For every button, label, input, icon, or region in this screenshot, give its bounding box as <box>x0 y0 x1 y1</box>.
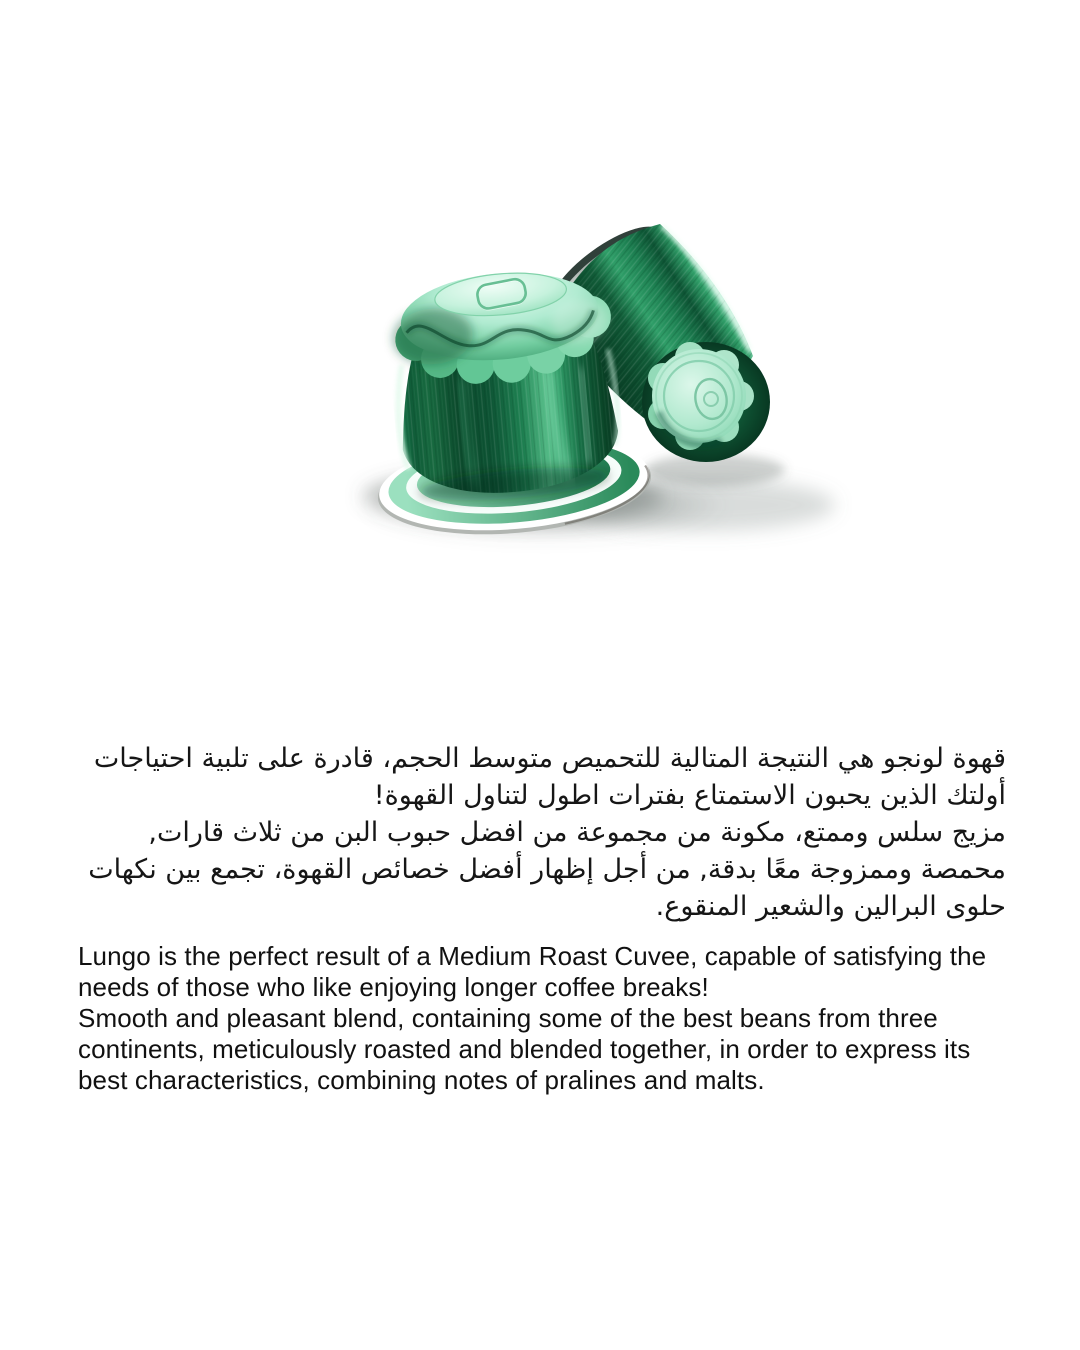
back-capsule-top <box>642 342 770 462</box>
arabic-paragraph-2: مزيج سلس وممتع، مكونة من مجموعة من افضل حبوب البن من ثلاث قارات, محمصة وممزوجة معًا بدقة, من أجل إظهار أفضل خصائص القهوة، تجمع بين نكهات حلوى البرالين والشعير المنقوع. <box>88 817 1006 922</box>
arabic-paragraph-1: قهوة لونجو هي النتيجة المتالية للتحميص متوسط الحجم، قادرة على تلبية احتياجات أولتك الذين يحبون الاستمتاع بفترات اطول لتناول القهوة! <box>93 743 1006 811</box>
english-description <box>78 941 1006 1096</box>
description-section <box>78 740 1006 1096</box>
english-paragraph-2: Smooth and pleasant blend, containing some of the best beans from three continents, meticulously roasted and blended together, in order to express its best characteristics, combining notes of pralines and malts. <box>78 1003 971 1095</box>
arabic-description <box>78 740 1006 925</box>
english-paragraph-1: Lungo is the perfect result of a Medium Roast Cuvee, capable of satisfying the needs of those who like enjoying longer coffee breaks! <box>78 941 987 1002</box>
